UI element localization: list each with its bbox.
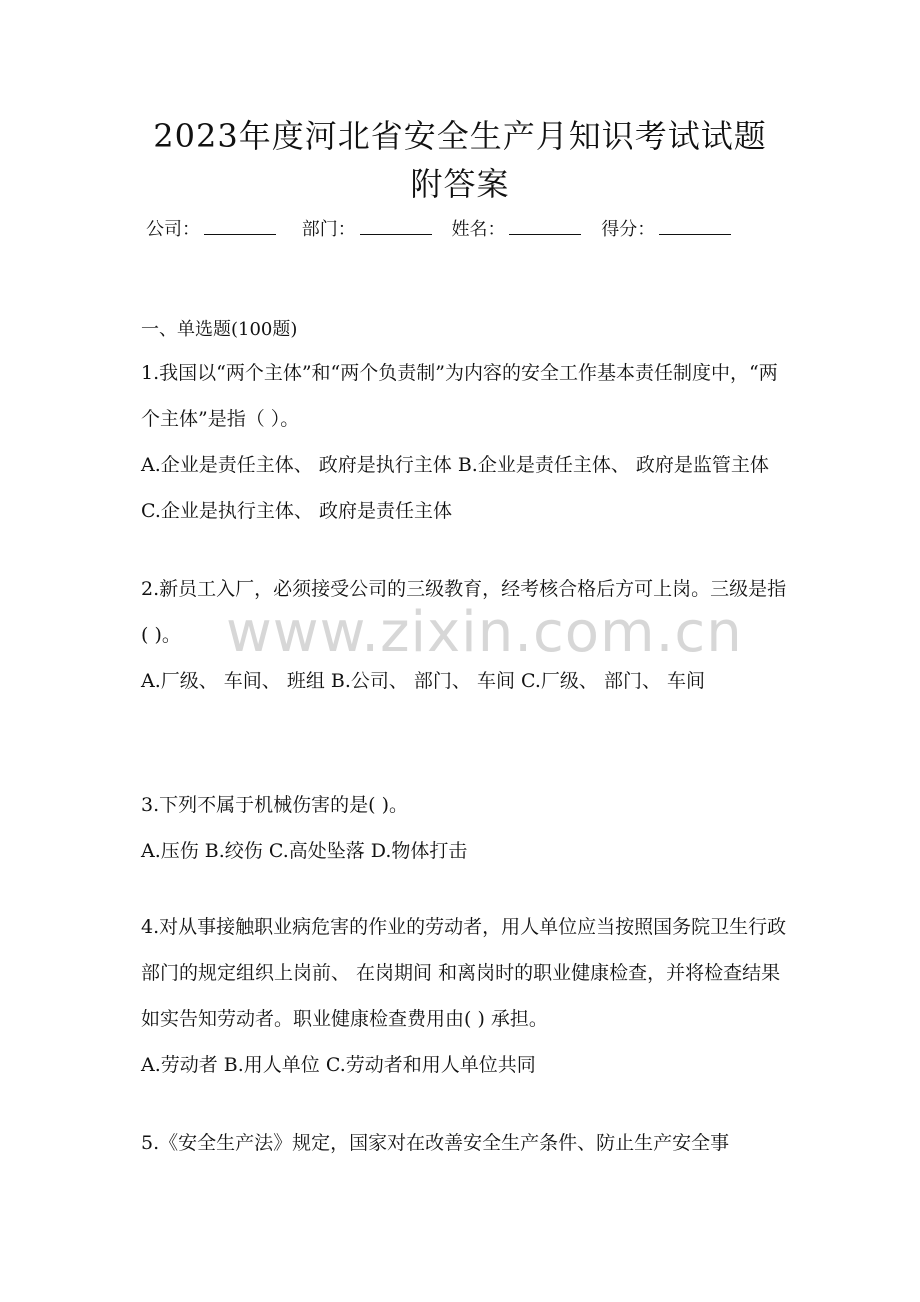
question-stem: 4.对从事接触职业病危害的作业的劳动者，用人单位应当按照国务院卫生行政部门的规定组织上岗前、 在岗期间 和离岗时的职业健康检查，并将检查结果如实告知劳动者。职业健康检查费用由( ) 承担。 (141, 916, 787, 1030)
question-5 (141, 1120, 789, 1166)
score-field: 得分： (601, 216, 731, 244)
company-blank (204, 216, 276, 235)
question-stem: 5.《安全生产法》规定，国家对在改善安全生产条件、防止生产安全事 (141, 1132, 730, 1154)
info-fields (146, 216, 806, 244)
question-options: A.劳动者 B.用人单位 C.劳动者和用人单位共同 (141, 1054, 536, 1076)
section-heading: 一、单选题(100题) (141, 319, 298, 340)
watermark: www.zixin.com.cn (226, 600, 743, 665)
question-options: A.厂级、 车间、 班组 B.公司、 部门、 车间 C.厂级、 部门、 车间 (141, 670, 705, 692)
question-options: A.压伤 B.绞伤 C.高处坠落 D.物体打击 (141, 840, 468, 862)
company-field: 公司： (146, 216, 276, 244)
department-field: 部门： (302, 216, 432, 244)
question-stem: 3.下列不属于机械伤害的是( )。 (141, 794, 408, 816)
name-field: 姓名： (451, 216, 581, 244)
score-blank (659, 216, 731, 235)
question-stem: 1.我国以“两个主体”和“两个负责制”为内容的安全工作基本责任制度中，“两个主体”是指（ ）。 (141, 362, 778, 430)
question-1 (141, 350, 789, 534)
document-title: 2023年度河北省安全生产月知识考试试题 (153, 117, 767, 155)
document-subtitle: 附答案 (410, 165, 510, 203)
question-4 (141, 904, 789, 1088)
question-stem: 2.新员工入厂，必须接受公司的三级教育，经考核合格后方可上岗。三级是指( )。 (141, 578, 787, 646)
question-options: A.企业是责任主体、 政府是执行主体 B.企业是责任主体、 政府是监管主体 C.企业是执行主体、 政府是责任主体 (141, 454, 769, 522)
name-blank (509, 216, 581, 235)
question-3 (141, 782, 789, 874)
department-blank (360, 216, 432, 235)
